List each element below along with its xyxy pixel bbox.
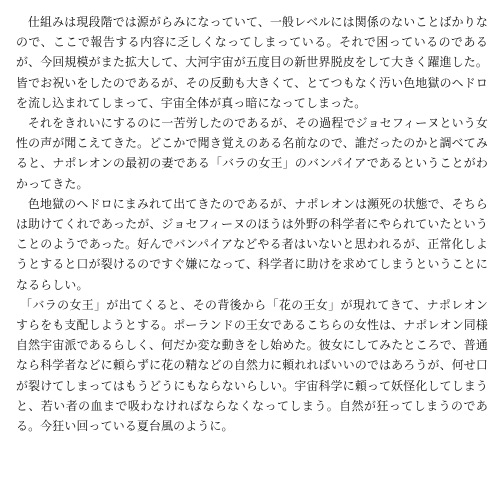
paragraph-1: 仕組みは現段階では源がらみになっていて、一般レベルには関係のないことばかりなので、ここで報告する内容に乏しくなってしまっている。それで困っているのであるが、今回規模がまた拡大して、大河宇宙が五度目の新世界脱皮をして大きく躍進した。皆でお祝いをしたのであるが、その反動も大きくて、とてつもなく汚い色地獄のヘドロを流し込まれてしまって、宇宙全体が真っ暗になってしまった。 [16, 15, 488, 110]
paragraph-4: 「バラの女王」が出てくると、その背後から「花の王女」が現れてきて、ナポレオンすらをも支配しようとする。ポーランドの王女であるこちらの女性は、ナポレオン同様自然宇宙派であるらしく、何だか変な動きをし始めた。彼女にしてみたところで、普通なら科学者などに頼らずに花の精などの自然力に頼れればいいのではあろうが、何せ口が裂けてしまってはもうどうにもならないらしい。宇宙科学に頼って妖怪化してしまうと、若い者の血まで吸わなければならなくなってしまう。自然が狂ってしまうのである。今狂い回っている夏台風のように。 [16, 297, 488, 434]
paragraph-2: それをきれいにするのに一苦労したのであるが、その過程でジョセフィーヌという女性の声が聞こえてきた。どこかで聞き覚えのある名前なので、誰だったのかと調べてみると、ナポレオンの最初の妻である「バラの女王」のバンパイアであるということがわかってきた。 [16, 116, 488, 191]
paragraph-3: 色地獄のヘドロにまみれて出てきたのであるが、ナポレオンは瀕死の状態で、そちらは助けてくれであったが、ジョセフィーヌのほうは外野の科学者にやられていたということのようであった。好んでバンパイアなどやる者はいないと思われるが、正常化しようとすると口が裂けるのですぐ嫌になって、科学者に助けを求めてしまうということになるらしい。 [16, 196, 488, 292]
document-page [16, 12, 488, 436]
